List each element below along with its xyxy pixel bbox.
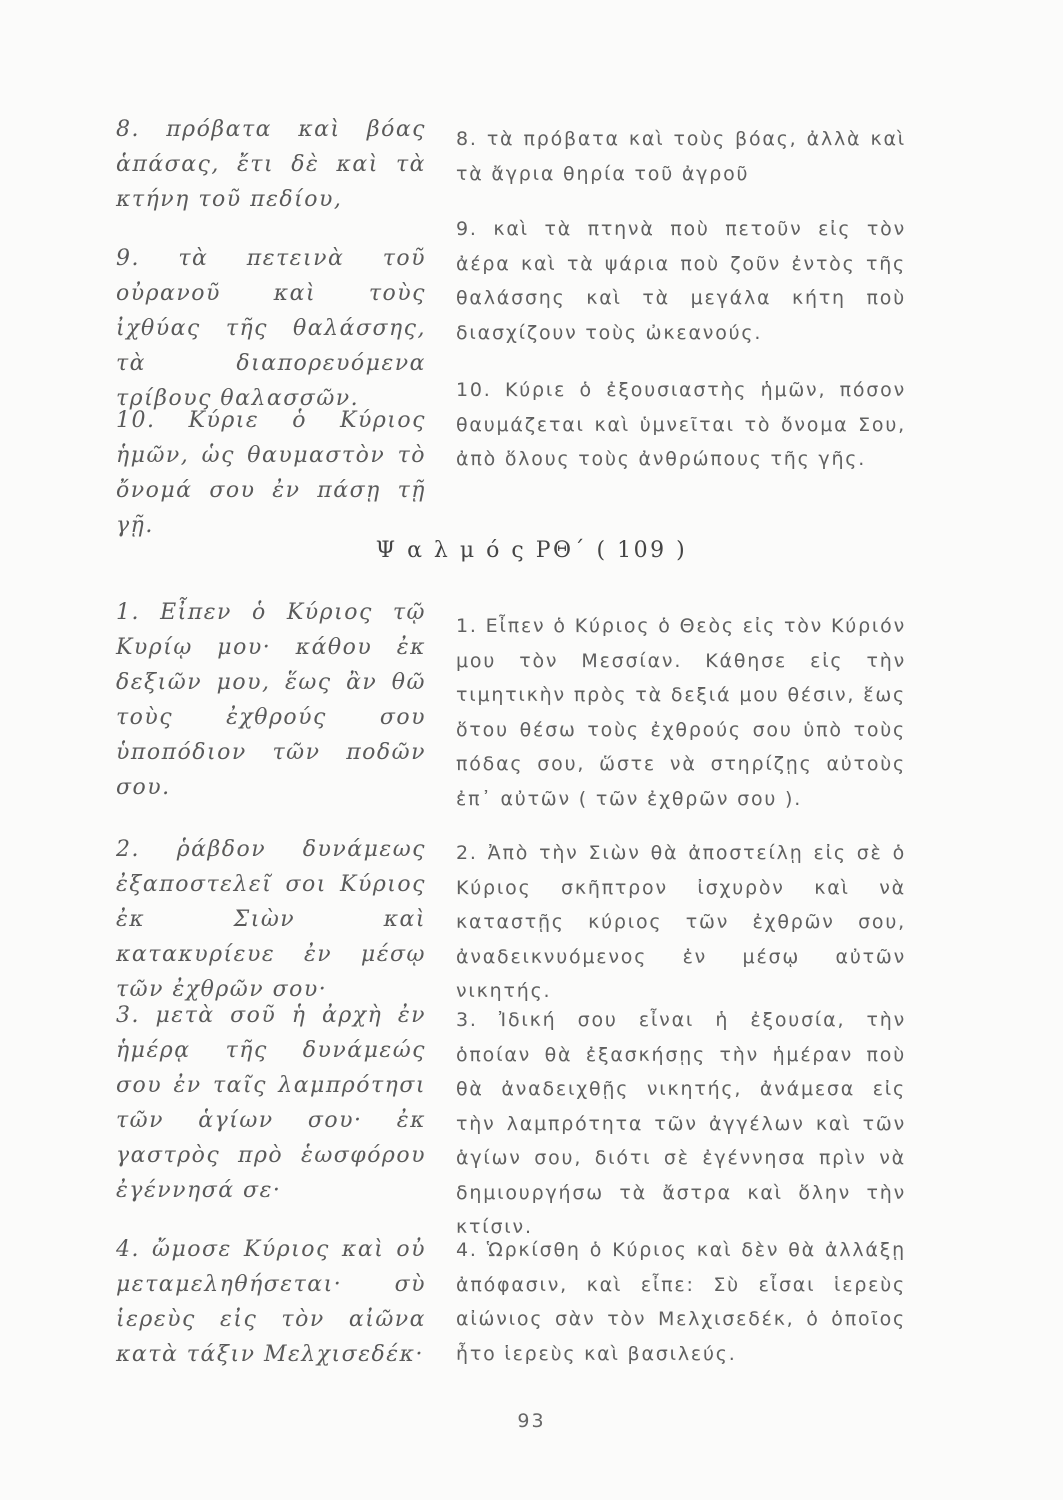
verse-9-paraphrase: 9. καὶ τὰ πτηνὰ ποὺ πετοῦν εἰς τὸν ἀέρα καὶ τὰ ψάρια ποὺ ζοῦν ἐντὸς τῆς θαλάσσης καὶ τὰ μεγάλα κήτη ποὺ διασχίζουν τοὺς ὠκεανούς. xyxy=(456,218,906,344)
verse-1-original: 1. Εἶπεν ὁ Κύριος τῷ Κυρίῳ μου· κάθου ἐκ δεξιῶν μου, ἕως ἂν θῶ τοὺς ἐχθρούς σου ὑποπόδιον τῶν ποδῶν σου. xyxy=(116,600,426,800)
verse-3-original: 3. μετὰ σοῦ ἡ ἀρχὴ ἐν ἡμέρᾳ τῆς δυνάμεώς σου ἐν ταῖς λαμπρότησι τῶν ἁγίων σου· ἐκ γαστρὸς πρὸ ἑωσφόρου ἐγέννησά σε· xyxy=(116,1003,426,1203)
page-number: 93 xyxy=(517,1410,546,1432)
verse-10-original: 10. Κύριε ὁ Κύριος ἡμῶν, ὡς θαυμαστὸν τὸ ὄνομά σου ἐν πάσῃ τῇ γῇ. xyxy=(116,408,426,538)
verse-8-original: 8. πρόβατα καὶ βόας ἁπάσας, ἔτι δὲ καὶ τὰ κτήνη τοῦ πεδίου, xyxy=(116,117,426,212)
verse-10-paraphrase: 10. Κύριε ὁ ἐξουσιαστὴς ἡμῶν, πόσον θαυμάζεται καὶ ὑμνεῖται τὸ ὄνομα Σου, ἀπὸ ὅλους τοὺς ἀνθρώπους τῆς γῆς. xyxy=(456,379,906,470)
verse-9-original: 9. τὰ πετεινὰ τοῦ οὐρανοῦ καὶ τοὺς ἰχθύας τῆς θαλάσσης, τὰ διαπορευόμενα τρίβους θαλασσῶν. xyxy=(116,246,426,411)
verse-4-paraphrase: 4. Ὡρκίσθη ὁ Κύριος καὶ δὲν θὰ ἀλλάξῃ ἀπόφασιν, καὶ εἶπε: Σὺ εἶσαι ἱερεὺς αἰώνιος σὰν τὸν Μελχισεδέκ, ὁ ὁποῖος ἦτο ἱερεὺς καὶ βασιλεύς. xyxy=(456,1239,906,1365)
verse-2-original: 2. ῥάβδον δυνάμεως ἐξαποστελεῖ σοι Κύριος ἐκ Σιὼν καὶ κατακυρίευε ἐν μέσῳ τῶν ἐχθρῶν σου· xyxy=(116,837,426,1002)
verse-2-paraphrase: 2. Ἀπὸ τὴν Σιὼν θὰ ἀποστείλῃ εἰς σὲ ὁ Κύριος σκῆπτρον ἰσχυρὸν καὶ νὰ καταστῇς κύριος τῶν ἐχθρῶν σου, ἀναδεικνυόμενος ἐν μέσῳ αὐτῶν νικητής. xyxy=(456,842,906,1002)
verse-3-paraphrase: 3. Ἰδική σου εἶναι ἡ ἐξουσία, τὴν ὁποίαν θὰ ἐξασκήσῃς τὴν ἡμέραν ποὺ θὰ ἀναδειχθῇς νικητής, ἀνάμεσα εἰς τὴν λαμπρότητα τῶν ἀγγέλων καὶ τῶν ἁγίων σου, διότι σὲ ἐγέννησα πρὶν νὰ δημιουργήσω τὰ ἄστρα καὶ ὅλην τὴν κτίσιν. xyxy=(456,1009,906,1238)
verse-4-original: 4. ὤμοσε Κύριος καὶ οὐ μεταμεληθήσεται· σὺ ἱερεὺς εἰς τὸν αἰῶνα κατὰ τάξιν Μελχισεδέκ· xyxy=(116,1237,426,1367)
verse-1-paraphrase: 1. Εἶπεν ὁ Κύριος ὁ Θεὸς εἰς τὸν Κύριόν μου τὸν Μεσσίαν. Κάθησε εἰς τὴν τιμητικὴν πρὸς τὰ δεξιά μου θέσιν, ἕως ὅτου θέσω τοὺς ἐχθρούς σου ὑπὸ τοὺς πόδας σου, ὥστε νὰ στηρίζῃς αὐτοὺς ἐπ᾽ αὐτῶν ( τῶν ἐχθρῶν σου ). xyxy=(456,615,906,810)
psalm-heading: Ψ α λ μ ό ς ΡΘ΄ ( 109 ) xyxy=(375,538,688,563)
verse-8-paraphrase: 8. τὰ πρόβατα καὶ τοὺς βόας, ἀλλὰ καὶ τὰ ἄγρια θηρία τοῦ ἀγροῦ xyxy=(456,128,906,185)
